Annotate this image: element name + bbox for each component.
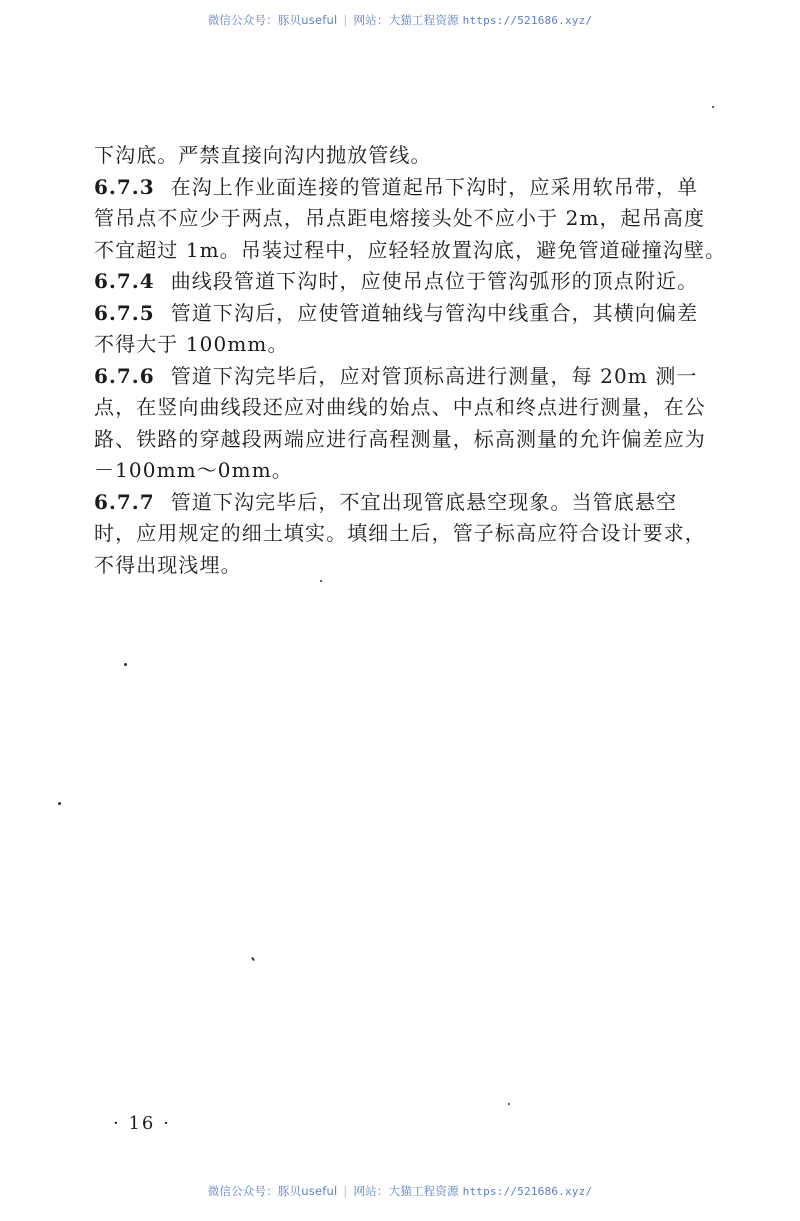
clause-line: 点，在竖向曲线段还应对曲线的始点、中点和终点进行测量，在公 (94, 395, 706, 419)
clause-line: 时，应用规定的细土填实。填细土后，管子标高应符合设计要求， (94, 521, 706, 545)
scan-speck (712, 106, 714, 108)
watermark-wechat: 微信公众号：豚贝useful (207, 1184, 338, 1198)
watermark-wechat: 微信公众号：豚贝useful (207, 13, 338, 27)
watermark-site: 网站：大猫工程资源 (353, 13, 459, 27)
clause-6-7-3 (94, 172, 727, 267)
clause-text: 曲线段管道下沟时，应使吊点位于管沟弧形的顶点附近。 (170, 269, 699, 293)
clause-line (94, 172, 714, 204)
clause-number: 6.7.5 (94, 300, 155, 325)
clause-text: 管道下沟完毕后，不宜出现管底悬空现象。当管底悬空 (170, 489, 678, 514)
clause-line: 不得大于 100mm。 (94, 332, 289, 356)
clause-6-7-5 (94, 298, 714, 361)
document-body (94, 140, 727, 581)
continuation-line: 下沟底。严禁直接向沟内抛放管线。 (94, 143, 432, 167)
clause-line (94, 361, 714, 393)
scan-speck (508, 1103, 510, 1105)
clause-number: 6.7.3 (94, 174, 155, 199)
clause-number: 6.7.6 (94, 363, 155, 388)
clause-text: 管道下沟后，应使管道轴线与管沟中线重合，其横向偏差 (170, 300, 699, 325)
clause-text: 管道下沟完毕后，应对管顶标高进行测量，每 20m 测一 (170, 363, 698, 388)
scan-speck (320, 580, 322, 582)
watermark-site: 网站：大猫工程资源 (353, 1184, 459, 1198)
clause-line: 路、铁路的穿越段两端应进行高程测量，标高测量的允许偏差应为 (94, 426, 706, 451)
clause-line: －100mm～0mm。 (94, 458, 293, 482)
clause-6-7-7 (94, 487, 714, 582)
clause-6-7-4 (94, 266, 714, 298)
clause-line (94, 487, 714, 519)
clause-line (94, 266, 714, 298)
scan-speck (251, 957, 255, 961)
clause-number: 6.7.7 (94, 489, 155, 514)
clause-line: 不宜超过 1m。吊装过程中，应轻轻放置沟底，避免管道碰撞沟壁。 (94, 237, 727, 262)
scan-speck (58, 802, 61, 805)
watermark-url[interactable]: https://521686.xyz/ (462, 14, 593, 27)
watermark-separator: | (343, 13, 348, 27)
watermark-url[interactable]: https://521686.xyz/ (462, 1185, 593, 1198)
watermark-separator: | (343, 1184, 348, 1198)
clause-number: 6.7.4 (94, 269, 155, 293)
clause-line (94, 298, 714, 330)
clause-6-7-6 (94, 361, 714, 487)
watermark-footer (0, 1183, 800, 1199)
clause-text: 在沟上作业面连接的管道起吊下沟时，应采用软吊带，单 (170, 174, 699, 199)
page-number: · 16 · (113, 1113, 171, 1134)
clause-line: 不得出现浅埋。 (94, 552, 242, 577)
clause-line: 管吊点不应少于两点，吊点距电熔接头处不应小于 2m，起吊高度 (94, 206, 706, 230)
watermark-header (0, 12, 800, 28)
scan-speck (124, 663, 127, 666)
